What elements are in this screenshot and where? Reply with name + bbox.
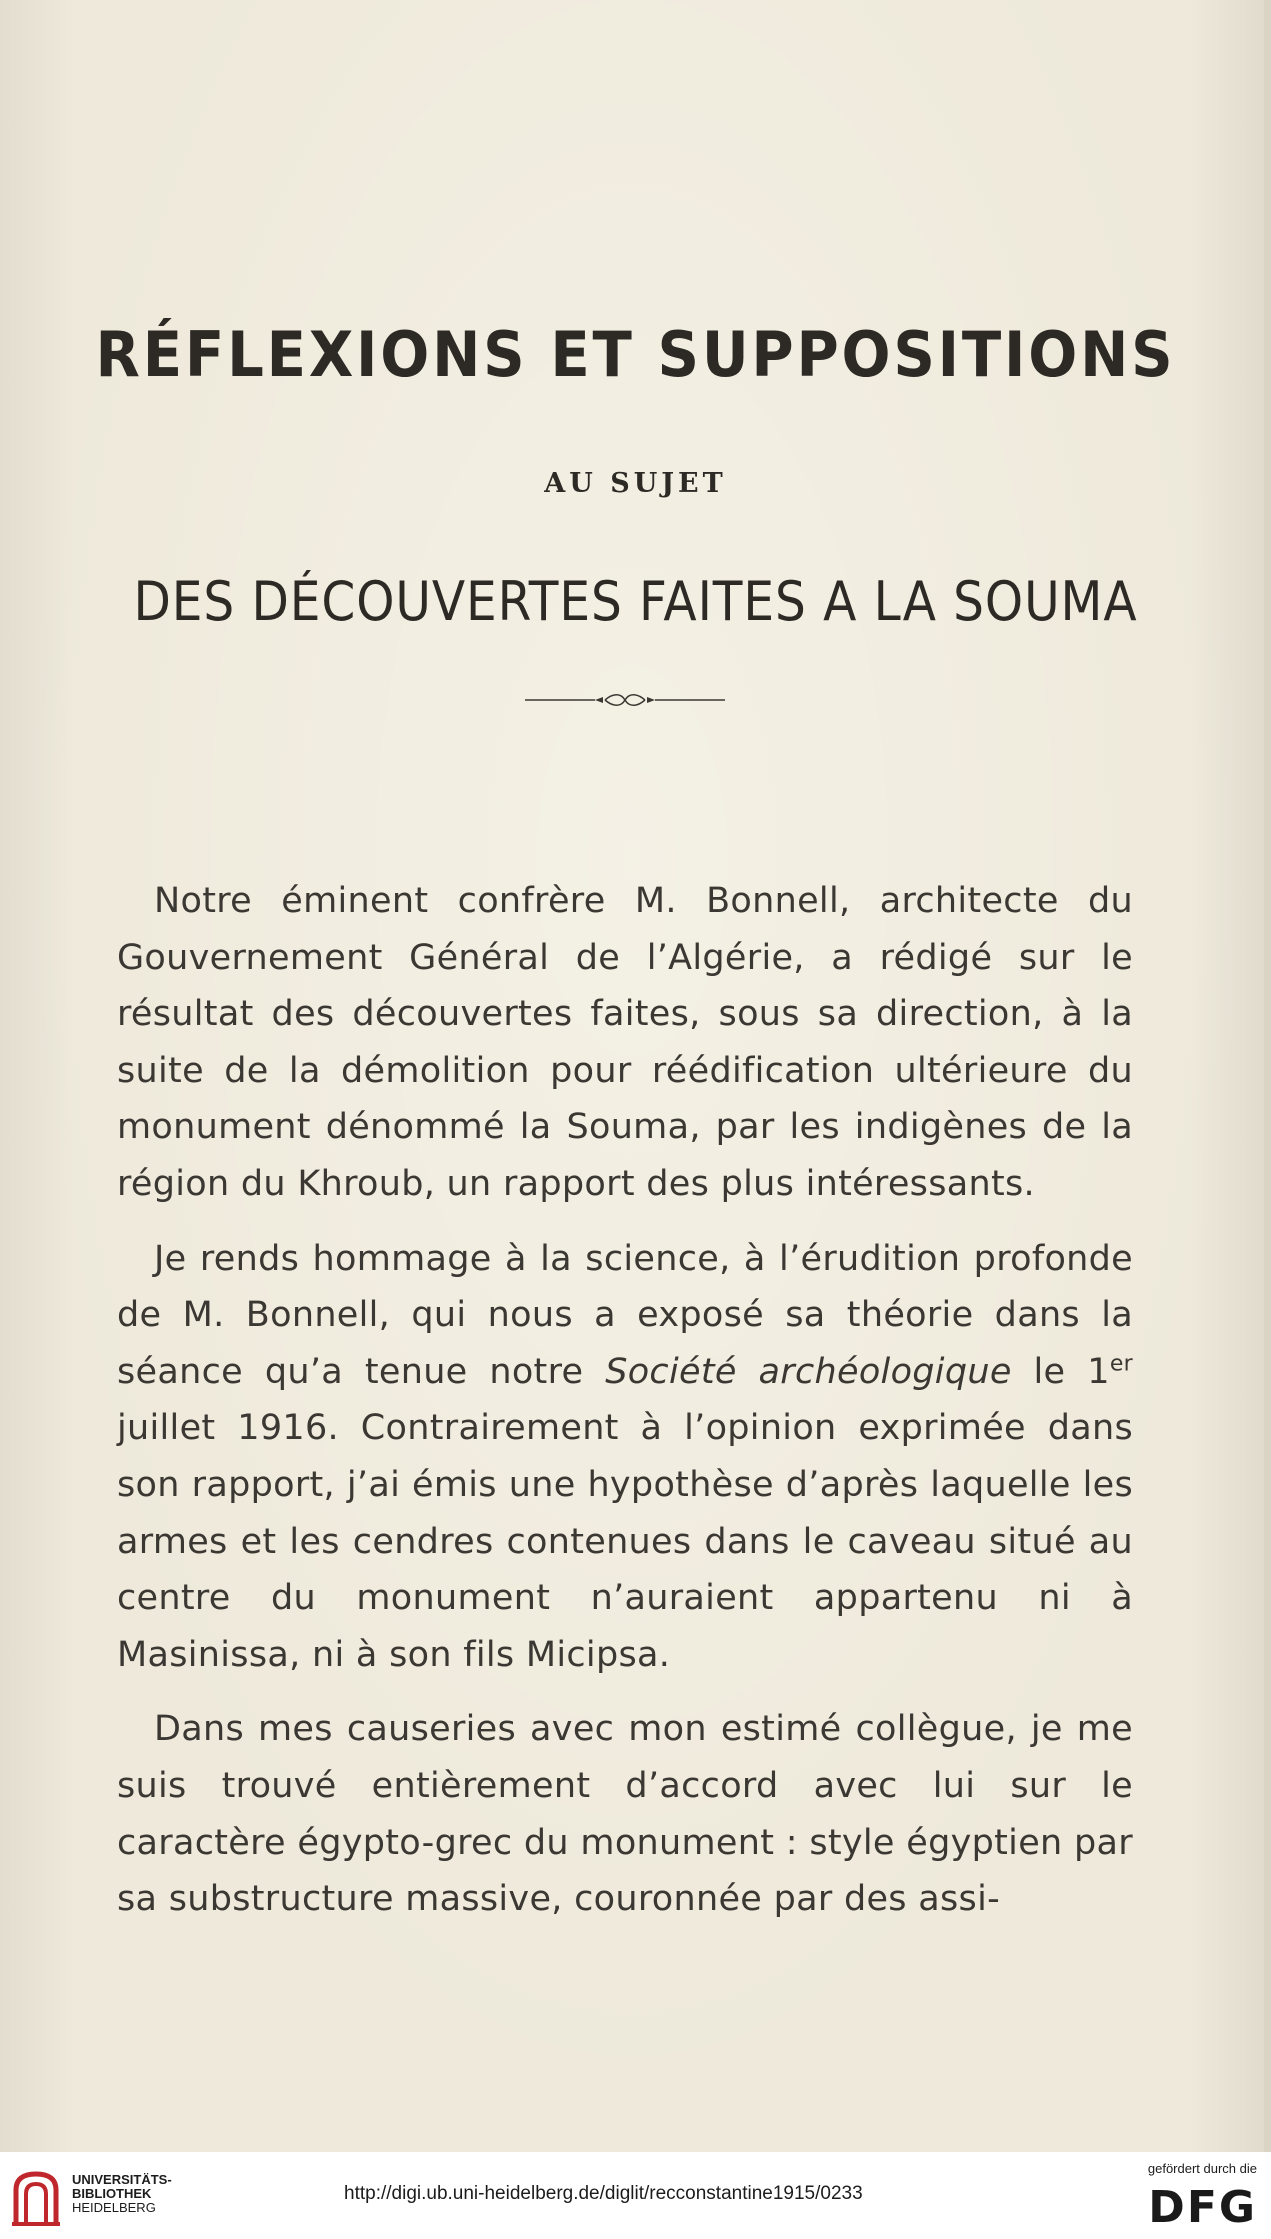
paragraph-1: Notre éminent confrère M. Bonnell, architecte du Gouvernement Général de l’Algérie, a rédigé sur le résultat des découvertes faites, sous sa direction, à la suite de la démolition pour réédification ultérieure du monument dénommé la Souma, par les indigènes de la région du Khroub, un rapport des plus intéressants. (117, 881, 1133, 1204)
paragraph-2 (117, 1231, 1133, 1684)
dfg-logo: DFG (1148, 2182, 1257, 2233)
society-name: Société archéologique (605, 1351, 1012, 1392)
paragraph-2-text-b: le 1 (1011, 1351, 1110, 1392)
ordinal-superscript: er (1109, 1351, 1133, 1377)
paragraph-2-text-c: juillet 1916. Contrairement à l’opinion exprimée dans son rapport, j’ai émis une hypothèse d’après laquelle les armes et les cendres contenues dans le caveau situé au centre du monument n’auraient appartenu ni à Masinissa, ni à son fils Micipsa. (117, 1408, 1133, 1675)
library-name (72, 2173, 172, 2215)
permalink[interactable]: http://digi.ub.uni-heidelberg.de/diglit/recconstantine1915/0233 (344, 2183, 863, 2204)
page-title: RÉFLEXIONS ET SUPPOSITIONS (95, 318, 1176, 391)
body-text (117, 873, 1133, 1928)
library-name-line-1: UNIVERSITÄTS- (72, 2172, 172, 2187)
page-edge (1264, 0, 1271, 2152)
ornamental-rule-icon (525, 690, 725, 710)
library-name-line-2: BIBLIOTHEK (72, 2186, 152, 2201)
heidelberg-library-logo-icon (10, 2166, 62, 2230)
page-subtitle: DES DÉCOUVERTES FAITES A LA SOUMA (133, 570, 1138, 633)
title-connector: AU SUJET (544, 468, 727, 499)
viewer-footer (0, 2152, 1271, 2239)
funding-note: gefördert durch die (1147, 2161, 1257, 2176)
paragraph-3: Dans mes causeries avec mon estimé collègue, je me suis trouvé entièrement d’accord avec lui sur le caractère égypto-grec du monument : style égyptien par sa substructure massive, couronnée par des assi- (117, 1709, 1133, 1920)
library-name-line-3: HEIDELBERG (72, 2200, 156, 2215)
paragraph-2-text-a: Je rends hommage à la science, à l’érudition profonde de M. Bonnell, qui nous a exposé sa théorie dans la séance qu’a tenue notre (117, 1238, 1133, 1392)
